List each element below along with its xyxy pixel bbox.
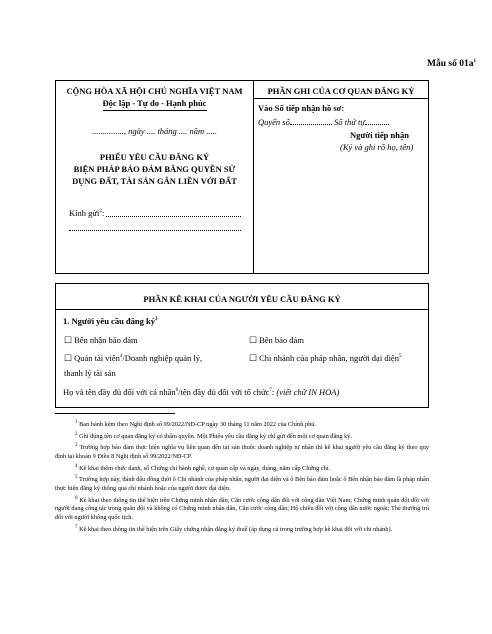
footnote-4 [55, 463, 429, 474]
registry-divider [254, 98, 428, 99]
book-order-line [258, 115, 389, 127]
footnote-2 [55, 431, 429, 442]
footnote-7 [55, 524, 429, 535]
footnote-2-text: Ghi đúng tên cơ quan đăng ký có thẩm quyền. Một Phiếu yêu cầu đăng ký chỉ gửi đến một cơ quan đăng ký. [79, 432, 352, 440]
manager-label-1: Quản tài viên [74, 353, 120, 363]
checkbox-manager[interactable] [64, 353, 202, 364]
name-label-1: Họ và tên đầy đủ đối với cá nhân [63, 387, 176, 397]
name-sup-2: 7 [269, 388, 272, 394]
branch-sup: 5 [398, 354, 402, 360]
addressee-label: Kính gửi [69, 208, 100, 218]
checkbox-branch[interactable] [249, 353, 401, 364]
footnote-separator [55, 413, 175, 414]
date-line: ..............., ngày .... tháng .... năm ..... [92, 126, 217, 136]
name-label-2: /tên đầy đủ đối với tổ chức [178, 387, 270, 397]
manager-label-2: /Doanh nghiệp quản lý, [122, 353, 203, 363]
footnote-1-num: 1 [75, 420, 78, 425]
footnote-4-text: Kê khai thêm chức danh, số Chứng chỉ hành nghề, cơ quan cấp và ngày, tháng, năm cấp Chứng chỉ. [79, 464, 331, 472]
form-title-2: BIỆN PHÁP BẢO ĐẢM BẰNG QUYỀN SỬ [73, 164, 236, 174]
registry-title: PHẦN GHI CỦA CƠ QUAN ĐĂNG KÝ [267, 86, 415, 96]
checkbox-pledgee[interactable] [64, 335, 138, 346]
form-code-sup: 1 [473, 59, 476, 64]
footnote-7-text: Kê khai theo thông tin thể hiện trên Giấy chứng nhận đăng ký thuế (áp dụng cả trong trường hợp kê khai đối với chi nhánh). [79, 525, 393, 533]
receiver-label: Người tiếp nhận [350, 130, 409, 140]
register-label: Vào Sổ tiếp nhận hồ sơ: [258, 103, 345, 113]
declaration-box [55, 283, 429, 408]
motto-underline [103, 110, 207, 111]
name-line [63, 387, 339, 397]
manager-sup: 4 [119, 354, 123, 360]
name-hint: (viết chữ IN HOA) [276, 387, 340, 397]
nation-title: CỘNG HÒA XÃ HỘI CHỦ NGHĨA VIỆT NAM [66, 86, 243, 96]
receiver-note: (Ký và ghi rõ họ, tên) [340, 142, 414, 152]
footnote-5-num: 5 [75, 475, 78, 481]
branch-label: Chi nhánh của pháp nhân, người đại diện [259, 353, 399, 363]
form-code [427, 59, 476, 69]
checkbox-pledgor[interactable] [249, 335, 304, 346]
header-left-box [55, 80, 254, 274]
footnote-3-text: Trường hợp bảo đảm thực hiện nghĩa vụ liên quan đến tài sản thuộc doanh nghiệp tư nhân thì kê khai người yêu cầu đăng ký theo quy định tại khoản 9 Điều 8 Nghị định số 99/2022/NĐ-CP. [55, 444, 429, 461]
section-divider [56, 309, 428, 310]
form-title-3: DỤNG ĐẤT, TÀI SẢN GẮN LIỀN VỚI ĐẤT [72, 176, 237, 186]
manager-label-3: thanh lý tài sản [64, 368, 116, 378]
book-field[interactable] [290, 115, 332, 125]
footnote-3-num: 3 [75, 443, 78, 449]
footnotes [55, 419, 429, 534]
footnote-5 [55, 474, 429, 493]
section-title: PHẦN KÊ KHAI CỦA NGƯỜI YÊU CẦU ĐĂNG KÝ [143, 294, 341, 304]
addressee-sup: 2 [99, 209, 102, 215]
pledgee-label: Bên nhận bảo đảm [74, 335, 138, 345]
footnote-6-num: 6 [75, 495, 78, 501]
addressee-colon: : [101, 208, 105, 218]
header-right-box [253, 80, 429, 274]
footnote-1 [55, 419, 429, 430]
footnote-1-text: Ban hành kèm theo Nghị định số 99/2022/NĐ-CP ngày 30 tháng 11 năm 2022 của Chính phủ. [79, 421, 316, 429]
addressee-field-1[interactable] [106, 216, 241, 217]
item-1-text: 1. Người yêu cầu đăng ký [63, 316, 155, 326]
addressee-line [69, 208, 104, 218]
footnote-2-num: 2 [75, 431, 78, 437]
form-title-1: PHIẾU YÊU CẦU ĐĂNG KÝ [99, 152, 210, 162]
addressee-field-2[interactable] [69, 230, 241, 231]
pledgor-label: Bên bảo đảm [259, 335, 304, 345]
footnote-6 [55, 495, 429, 523]
item-1-sup: 3 [155, 317, 158, 323]
footnote-5-text: Trường hợp này, đánh dấu đồng thời ô Chi nhánh của pháp nhân, người đại diện và ô Bên bảo đảm hoặc ô Bên nhận bảo đảm là pháp nhân thực hiện đăng ký thông qua chi nhánh hoặc của người được đại diện. [55, 476, 429, 493]
order-label: Số thứ tự [334, 117, 365, 127]
footnote-7-num: 7 [75, 524, 78, 530]
form-code-text: Mẫu số 01a [427, 59, 474, 70]
name-label-3: : [271, 387, 277, 397]
order-field[interactable] [365, 115, 389, 125]
motto: Độc lập - Tự do - Hạnh phúc [102, 98, 207, 108]
footnote-3 [55, 442, 429, 461]
footnote-4-num: 4 [75, 463, 78, 469]
name-sup-1: 6 [175, 388, 179, 394]
book-label: Quyển số [258, 117, 290, 127]
item-1-label [63, 316, 158, 326]
footnote-6-text: Kê khai theo thông tin thể hiện trên Chứng minh nhân dân, Căn cước công dân đối với công dân Việt Nam; Chứng minh quân đội đối với người đang công tác trong quân đội và không có Chứng minh nhân dân, Căn cước công dân; Hộ chiếu đối với công dân nước ngoài; Thẻ thường trú đối với người không quốc tịch. [55, 496, 429, 521]
